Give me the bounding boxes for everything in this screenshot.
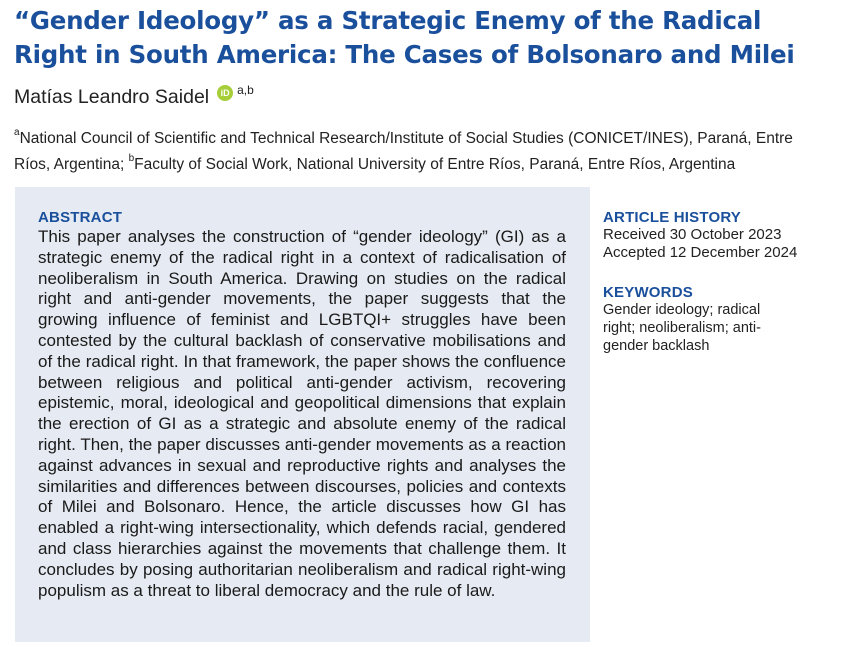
author-affiliation-marks: a,b xyxy=(237,82,254,97)
article-history-heading: ARTICLE HISTORY xyxy=(603,209,742,226)
accepted-date: Accepted 12 December 2024 xyxy=(603,244,798,261)
keywords-section xyxy=(603,284,828,355)
paper-title: “Gender Ideology” as a Strategic Enemy of the Radical Right in South America: The Cases of Bolsonaro and Milei xyxy=(14,6,795,69)
author-name: Matías Leandro Saidel xyxy=(14,86,210,108)
orcid-icon[interactable]: iD xyxy=(217,85,233,101)
received-date: Received 30 October 2023 xyxy=(603,226,782,243)
abstract-heading: ABSTRACT xyxy=(38,209,123,226)
abstract-text: This paper analyses the construction of “gender ideology” (GI) as a strategic enemy of the radical right in a context of radicalisation of neoliberalism in South America. Drawing on studies on the radical right and anti-gender movements, the paper suggests that the growing influence of feminist and LGBTQI+ struggles have been contested by the cultural backlash of conservative mobilisations and of the radical right. In that framework, the paper shows the confluence between religious and political anti-gender activism, recovering epistemic, moral, ideological and geopolitical dimensions that explain the erection of GI as a strategic and absolute enemy of the radical right. Then, the paper discusses anti-gender movements as a reaction against advances in sexual and reproductive rights and analyses the similarities and differences between discourses, policies and contexts of Milei and Bolsonaro. Hence, the article discusses how GI has enabled a right-wing intersectionality, which defends racial, gendered and class hierarchies against the movements that challenge them. It concludes by posing authoritarian neoliberalism and radical right-wing populism as a threat to liberal democracy and the rule of law. xyxy=(38,227,566,600)
keywords-heading: KEYWORDS xyxy=(603,284,693,301)
author-line xyxy=(14,82,254,109)
affiliation-b: Faculty of Social Work, National University of Entre Ríos, Paraná, Entre Ríos, Argentina xyxy=(134,156,736,174)
affiliation-a: National Council of Scientific and Technical Research/Institute of Social Studies (CONICET/INES), Paraná, Entre Ríos, Argentina; xyxy=(14,130,793,174)
affiliation-b-mark: b xyxy=(128,153,135,165)
affiliation-a-mark: a xyxy=(14,127,20,138)
affiliations xyxy=(14,124,829,176)
article-history xyxy=(603,209,828,262)
keywords-list: Gender ideology; radical right; neoliberalism; anti-gender backlash xyxy=(603,302,761,354)
